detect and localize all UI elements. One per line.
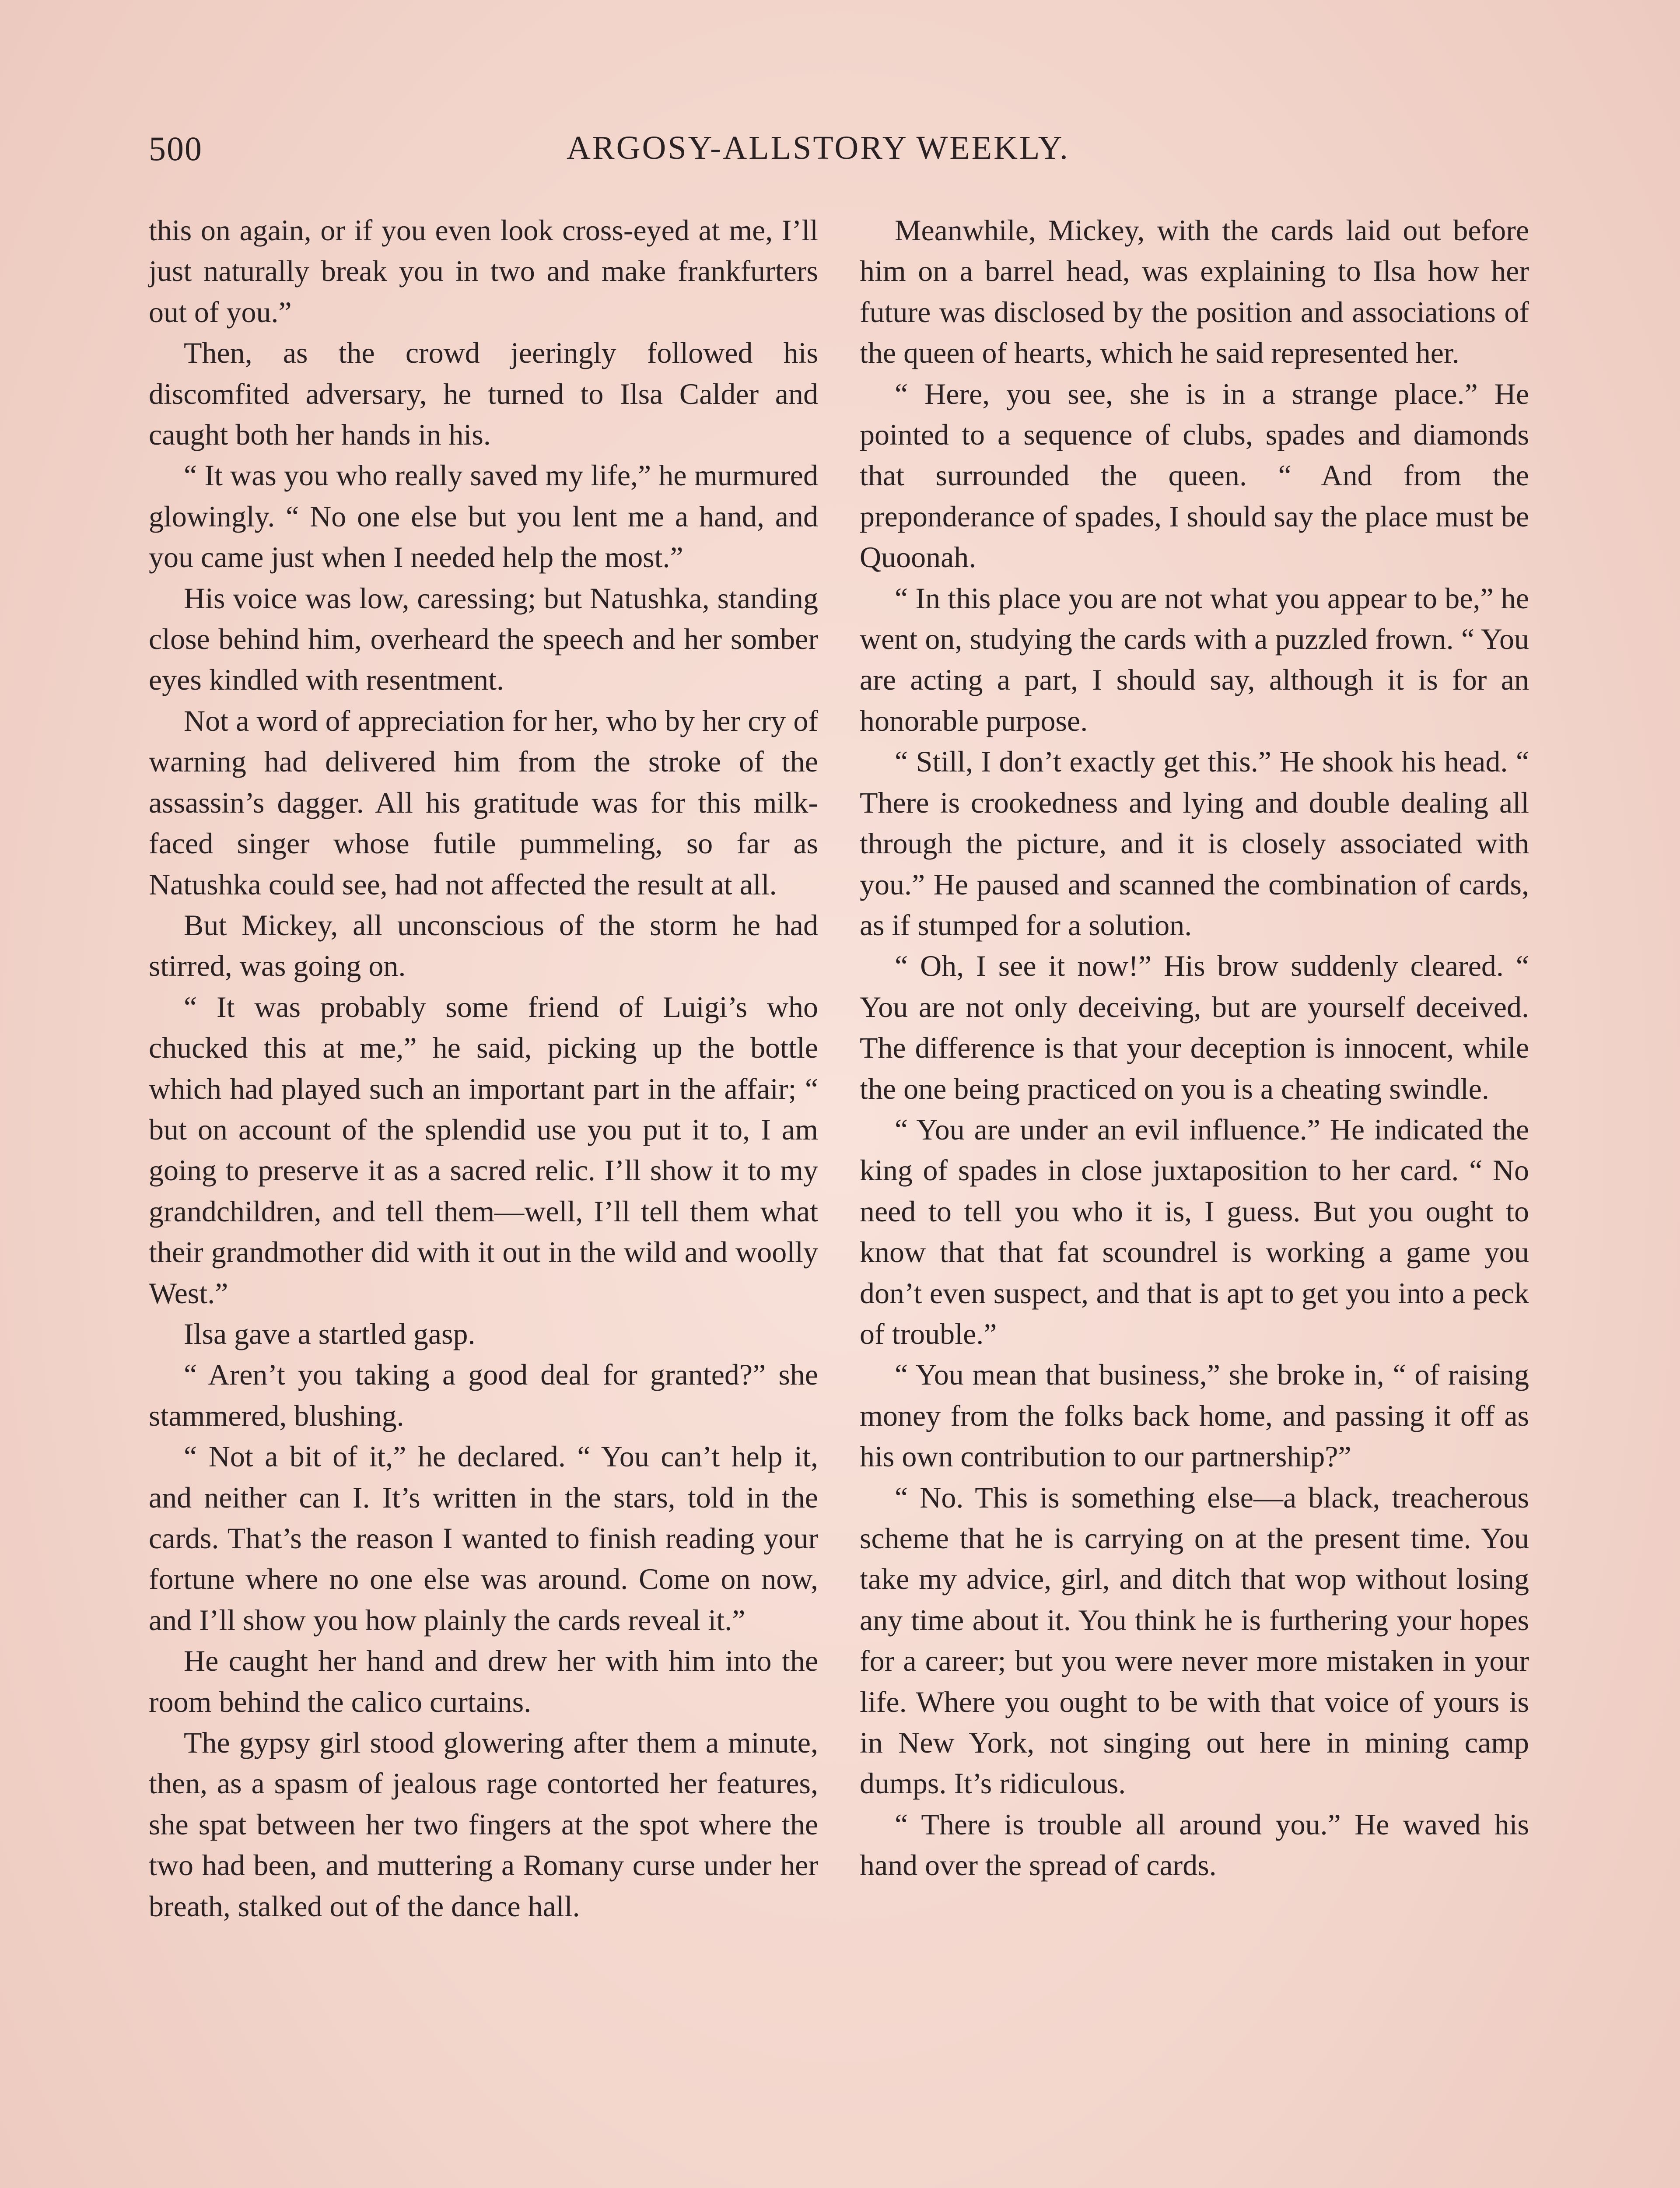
paragraph: Meanwhile, Mickey, with the cards laid out before him on a barrel head, was explaining to Ilsa how her future was disclosed by the position and associations of the queen of hearts, which he said represented her. [860, 214, 1529, 370]
paragraph: “ You mean that business,” she broke in, “ of raising money from the folks back home, and passing it off as his own contribution to our partnership?” [860, 1358, 1529, 1473]
running-title: ARGOSY-ALLSTORY WEEKLY. [567, 130, 1070, 166]
paragraph: “ It was you who really saved my life,” he murmured glowingly. “ No one else but you lent me a hand, and you came just when I needed help the most.” [149, 459, 818, 574]
paragraph: His voice was low, caressing; but Natushka, standing close behind him, overheard the speech and her somber eyes kindled with resentment. [149, 581, 818, 697]
paragraph: Then, as the crowd jeeringly followed his discomfited adversary, he turned to Ilsa Calder and caught both her hands in his. [149, 336, 818, 452]
paragraph: “ Still, I don’t exactly get this.” He shook his head. “ There is crookedness and lying and double dealing all through the picture, and it is closely associated with you.” He paused and scanned the combination of cards, as if stumped for a solution. [860, 745, 1529, 942]
paragraph: Not a word of appreciation for her, who by her cry of warning had delivered him from the stroke of the assassin’s dagger. All his gratitude was for this milk-faced singer whose futile pummeling, so far as Natushka could see, had not affected the result at all. [149, 704, 818, 901]
paragraph: He caught her hand and drew her with him into the room behind the calico curtains. [149, 1644, 818, 1718]
page-number: 500 [149, 130, 203, 168]
paragraph: “ In this place you are not what you appear to be,” he went on, studying the cards with a puzzled frown. “ You are acting a part, I should say, although it is for an honorable purpose. [860, 581, 1529, 737]
paragraph: “ Not a bit of it,” he declared. “ You can’t help it, and neither can I. It’s written in the stars, told in the cards. That’s the reason I wanted to finish reading your fortune where no one else was around. Come on now, and I’ll show you how plainly the cards reveal it.” [149, 1440, 818, 1637]
page-header [149, 129, 1133, 182]
paragraph: But Mickey, all unconscious of the storm he had stirred, was going on. [149, 908, 818, 983]
paragraph: Ilsa gave a startled gasp. [184, 1317, 476, 1350]
left-column [149, 210, 818, 1927]
paragraph: “ No. This is something else—a black, treacherous scheme that he is carrying on at the present time. You take my advice, girl, and ditch that wop without losing any time about it. You think he is furthering your hopes for a career; but you were never more mistaken in your life. Where you ought to be with that voice of yours is in New York, not singing out here in mining camp dumps. It’s ridiculous. [860, 1480, 1529, 1800]
paragraph: this on again, or if you even look cross-eyed at me, I’ll just naturally break you in two and make frankfurters out of you.” [149, 214, 818, 329]
paragraph: “ Oh, I see it now!” His brow suddenly cleared. “ You are not only deceiving, but are yourself deceived. The difference is that your deception is innocent, while the one being practiced on you is a cheating swindle. [860, 949, 1529, 1105]
paragraph: “ Here, you see, she is in a strange place.” He pointed to a sequence of clubs, spades and diamonds that surrounded the queen. “ And from the preponderance of spades, I should say the place must be Quoonah. [860, 377, 1529, 574]
paragraph: “ It was probably some friend of Luigi’s who chucked this at me,” he said, picking up the bottle which had played such an important part in the affair; “ but on account of the splendid use you put it to, I am going to preserve it as a sacred relic. I’ll show it to my grandchildren, and tell them—well, I’ll tell them what their grandmother did with it out in the wild and woolly West.” [149, 990, 818, 1310]
paragraph: “ Aren’t you taking a good deal for granted?” she stammered, blushing. [149, 1358, 818, 1432]
paragraph: “ You are under an evil influence.” He indicated the king of spades in close juxtaposition to her card. “ No need to tell you who it is, I guess. But you ought to know that that fat scoundrel is working a game you don’t even suspect, and that is apt to get you into a peck of trouble.” [860, 1112, 1529, 1350]
paragraph: “ There is trouble all around you.” He waved his hand over the spread of cards. [860, 1807, 1529, 1882]
paragraph: The gypsy girl stood glowering after them a minute, then, as a spasm of jealous rage contorted her features, she spat between her two fingers at the spot where the two had been, and muttering a Romany curse under her breath, stalked out of the dance hall. [149, 1726, 818, 1923]
right-column [860, 210, 1529, 1886]
